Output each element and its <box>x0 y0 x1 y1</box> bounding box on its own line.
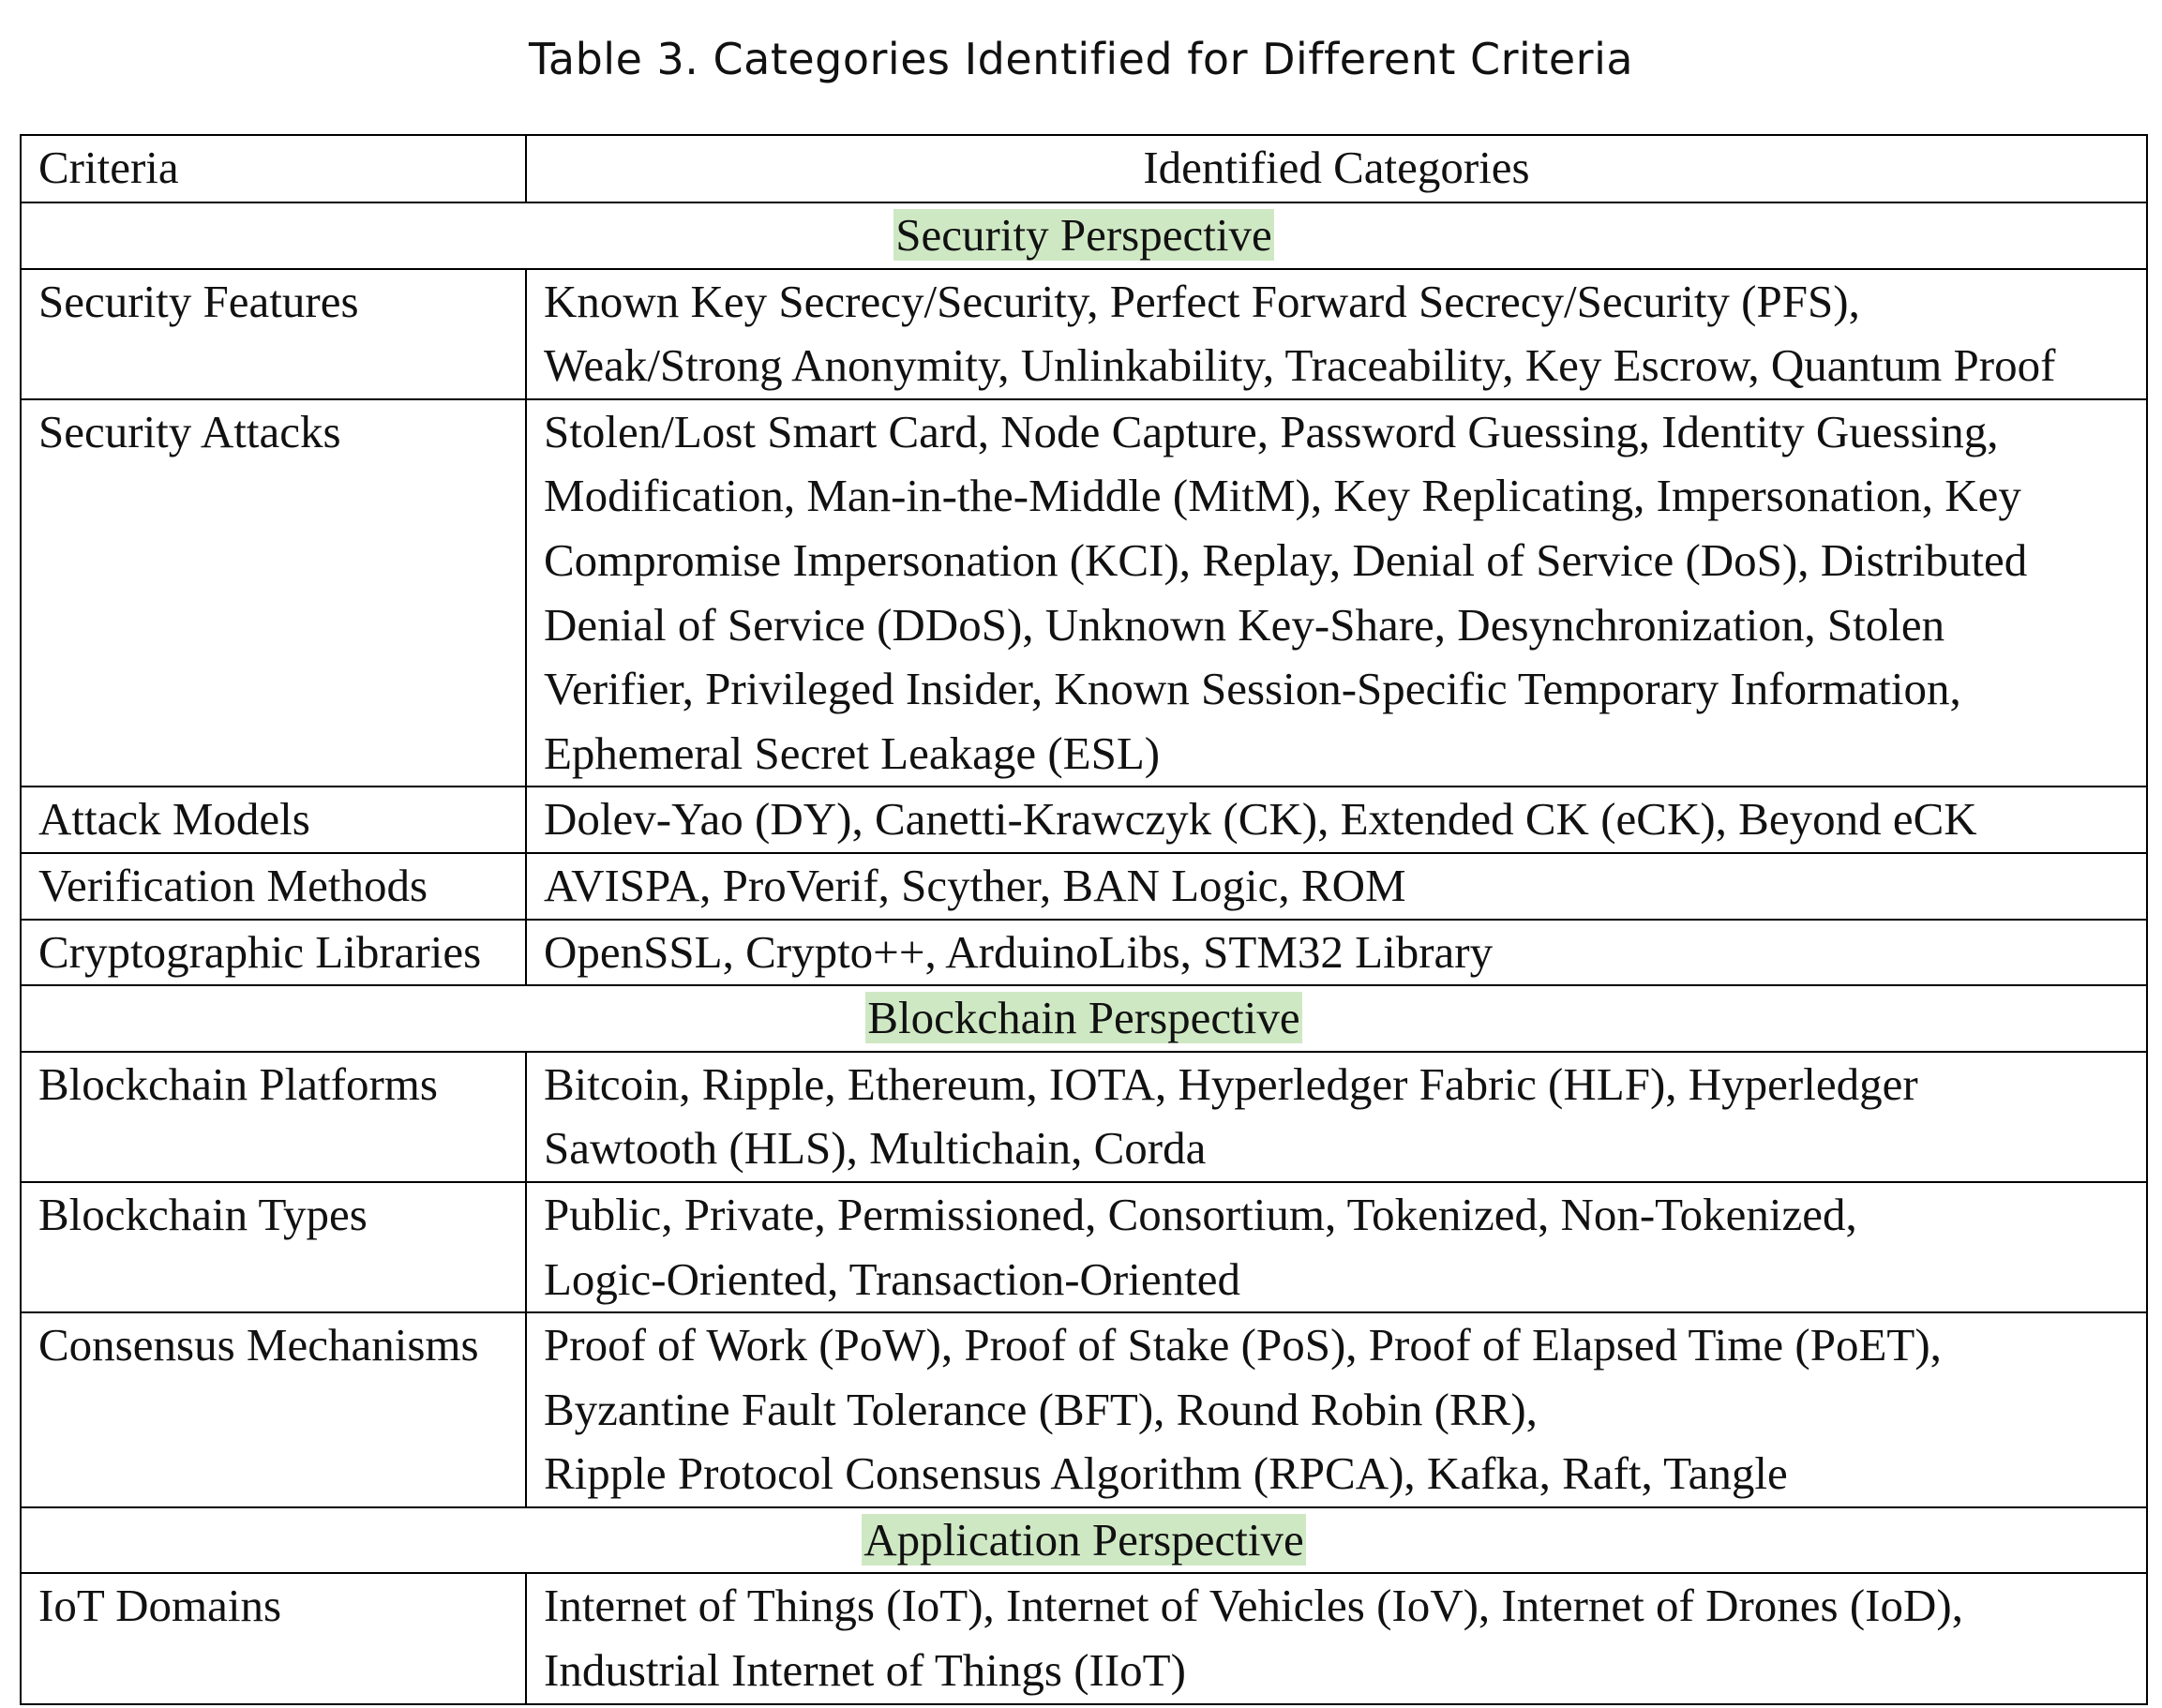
categories-cell <box>526 269 2147 399</box>
section-header <box>21 202 2147 269</box>
table-row <box>21 920 2147 986</box>
section-title: Application Perspective <box>863 1513 1304 1566</box>
category-line: Sawtooth (HLS), Multichain, Corda <box>544 1122 1207 1175</box>
categories-cell <box>526 920 2147 986</box>
table-row <box>21 1312 2147 1507</box>
category-line: Verifier, Privileged Insider, Known Session-Specific Temporary Information, <box>544 663 1961 715</box>
categories-cell <box>526 1182 2147 1312</box>
header-criteria: Criteria <box>21 135 526 202</box>
category-line: Ripple Protocol Consensus Algorithm (RPCA), Kafka, Raft, Tangle <box>544 1447 1788 1500</box>
category-line: Logic-Oriented, Transaction-Oriented <box>544 1252 1240 1305</box>
category-line: Compromise Impersonation (KCI), Replay, Denial of Service (DoS), Distributed <box>544 533 2028 586</box>
table-row <box>21 269 2147 399</box>
categories-cell <box>526 853 2147 920</box>
table-caption: Table 3. Categories Identified for Different Criteria <box>528 34 1634 84</box>
section-header <box>21 1507 2147 1574</box>
section-row <box>21 202 2147 269</box>
category-line: Proof of Work (PoW), Proof of Stake (PoS), Proof of Elapsed Time (PoET), <box>544 1319 1942 1371</box>
section-row <box>21 985 2147 1052</box>
categories-cell <box>526 1573 2147 1703</box>
table-row <box>21 787 2147 853</box>
table-row <box>21 853 2147 920</box>
category-line: Dolev-Yao (DY), Canetti-Krawczyk (CK), Extended CK (eCK), Beyond eCK <box>544 793 1977 846</box>
category-line: AVISPA, ProVerif, Scyther, BAN Logic, ROM <box>544 859 1406 911</box>
category-line: Ephemeral Secret Leakage (ESL) <box>544 727 1161 779</box>
table-row <box>21 399 2147 787</box>
section-title: Blockchain Perspective <box>867 992 1300 1044</box>
table-row <box>21 1052 2147 1182</box>
criteria-cell: Blockchain Platforms <box>21 1052 526 1182</box>
criteria-cell: Consensus Mechanisms <box>21 1312 526 1507</box>
category-line: Stolen/Lost Smart Card, Node Capture, Password Guessing, Identity Guessing, <box>544 405 1999 457</box>
category-line: Byzantine Fault Tolerance (BFT), Round Robin (RR), <box>544 1383 1538 1435</box>
category-line: Internet of Things (IoT), Internet of Vehicles (IoV), Internet of Drones (IoD), <box>544 1580 1963 1632</box>
category-line: Denial of Service (DDoS), Unknown Key-Share, Desynchronization, Stolen <box>544 598 1945 651</box>
categories-cell <box>526 1052 2147 1182</box>
categories-table <box>20 134 2148 1705</box>
section-header <box>21 985 2147 1052</box>
table-row <box>21 1573 2147 1703</box>
criteria-cell: IoT Domains <box>21 1573 526 1703</box>
header-identified-categories: Identified Categories <box>526 135 2147 202</box>
section-row <box>21 1507 2147 1574</box>
criteria-cell: Blockchain Types <box>21 1182 526 1312</box>
categories-cell <box>526 1312 2147 1507</box>
category-line: Modification, Man-in-the-Middle (MitM), Key Replicating, Impersonation, Key <box>544 470 2021 522</box>
category-line: Industrial Internet of Things (IIoT) <box>544 1644 1186 1697</box>
table-body <box>21 202 2147 1704</box>
header-row <box>21 135 2147 202</box>
category-line: Public, Private, Permissioned, Consortium, Tokenized, Non-Tokenized, <box>544 1188 1857 1240</box>
criteria-cell: Security Features <box>21 269 526 399</box>
section-title: Security Perspective <box>895 209 1272 261</box>
category-line: Bitcoin, Ripple, Ethereum, IOTA, Hyperledger Fabric (HLF), Hyperledger <box>544 1057 1918 1110</box>
categories-cell <box>526 787 2147 853</box>
criteria-cell: Cryptographic Libraries <box>21 920 526 986</box>
category-line: Weak/Strong Anonymity, Unlinkability, Traceability, Key Escrow, Quantum Proof <box>544 339 2056 392</box>
criteria-cell: Security Attacks <box>21 399 526 787</box>
criteria-cell: Attack Models <box>21 787 526 853</box>
category-line: Known Key Secrecy/Security, Perfect Forward Secrecy/Security (PFS), <box>544 275 1860 327</box>
table-row <box>21 1182 2147 1312</box>
category-line: OpenSSL, Crypto++, ArduinoLibs, STM32 Library <box>544 925 1494 978</box>
criteria-cell: Verification Methods <box>21 853 526 920</box>
categories-cell <box>526 399 2147 787</box>
